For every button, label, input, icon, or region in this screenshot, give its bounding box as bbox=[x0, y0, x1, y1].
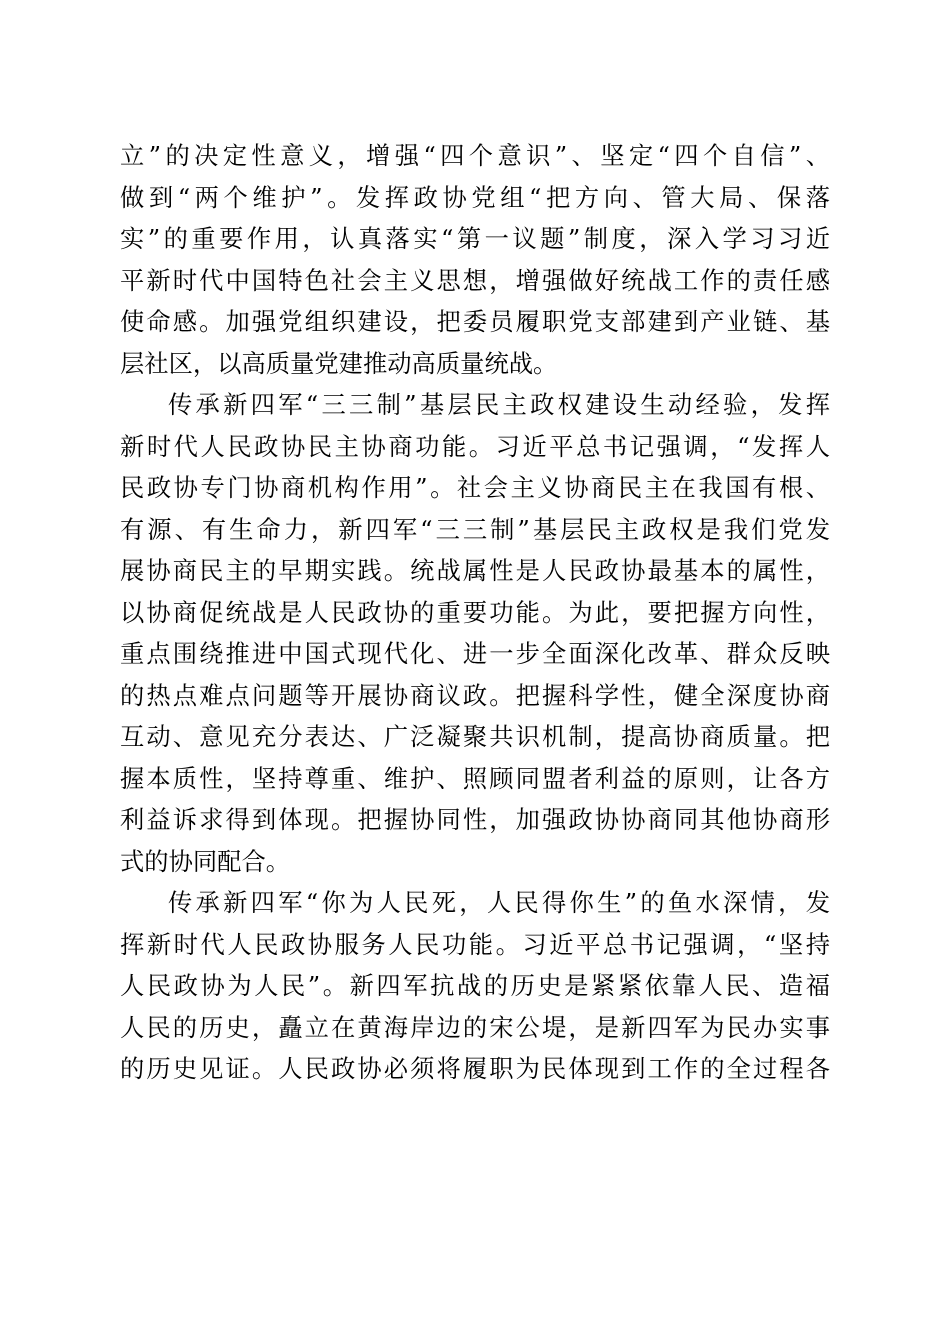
body-text bbox=[120, 135, 830, 1090]
text-line-15: 互动、意见充分表达、广泛凝聚共识机制，提高协商质量。把 bbox=[120, 722, 830, 751]
text-line-18: 式的协同配合。 bbox=[120, 846, 291, 876]
text-line-9: 民政协专门协商机构作用”。社会主义协商民主在我国有根、 bbox=[120, 473, 830, 502]
text-line-13: 重点围绕推进中国式现代化、进一步全面深化改革、群众反映 bbox=[120, 639, 830, 668]
text-line-5: 使命感。加强党组织建设，把委员履职党支部建到产业链、基 bbox=[120, 307, 830, 336]
text-line-8: 新时代人民政协民主协商功能。习近平总书记强调，“发挥人 bbox=[120, 431, 830, 461]
text-line-2: 做到“两个维护”。发挥政协党组“把方向、管大局、保落 bbox=[120, 182, 830, 212]
text-line-21: 人民政协为人民”。新四军抗战的历史是紧紧依靠人民、造福 bbox=[120, 971, 830, 1000]
text-line-1: 立”的决定性意义，增强“四个意识”、坚定“四个自信”、 bbox=[120, 141, 830, 170]
text-line-7: 传承新四军“三三制”基层民主政权建设生动经验，发挥 bbox=[168, 390, 830, 419]
text-line-17: 利益诉求得到体现。把握协同性，加强政协协商同其他协商形 bbox=[120, 805, 830, 834]
text-line-3: 实”的重要作用，认真落实“第一议题”制度，深入学习习近 bbox=[120, 224, 830, 253]
text-line-11: 展协商民主的早期实践。统战属性是人民政协最基本的属性， bbox=[120, 556, 830, 585]
text-line-14: 的热点难点问题等开展协商议政。把握科学性，健全深度协商 bbox=[120, 680, 830, 710]
text-line-10: 有源、有生命力，新四军“三三制”基层民主政权是我们党发 bbox=[120, 514, 830, 544]
text-line-19: 传承新四军“你为人民死，人民得你生”的鱼水深情，发 bbox=[168, 888, 830, 917]
text-line-23: 的历史见证。人民政协必须将履职为民体现到工作的全过程各 bbox=[120, 1054, 830, 1083]
text-line-16: 握本质性，坚持尊重、维护、照顾同盟者利益的原则，让各方 bbox=[120, 763, 830, 793]
text-line-12: 以协商促统战是人民政协的重要功能。为此，要把握方向性， bbox=[120, 597, 830, 627]
text-line-20: 挥新时代人民政协服务人民功能。习近平总书记强调，“坚持 bbox=[120, 929, 830, 959]
text-line-6: 层社区，以高质量党建推动高质量统战。 bbox=[120, 348, 558, 378]
text-line-4: 平新时代中国特色社会主义思想，增强做好统战工作的责任感 bbox=[120, 265, 830, 295]
text-line-22: 人民的历史，矗立在黄海岸边的宋公堤，是新四军为民办实事 bbox=[120, 1012, 830, 1042]
